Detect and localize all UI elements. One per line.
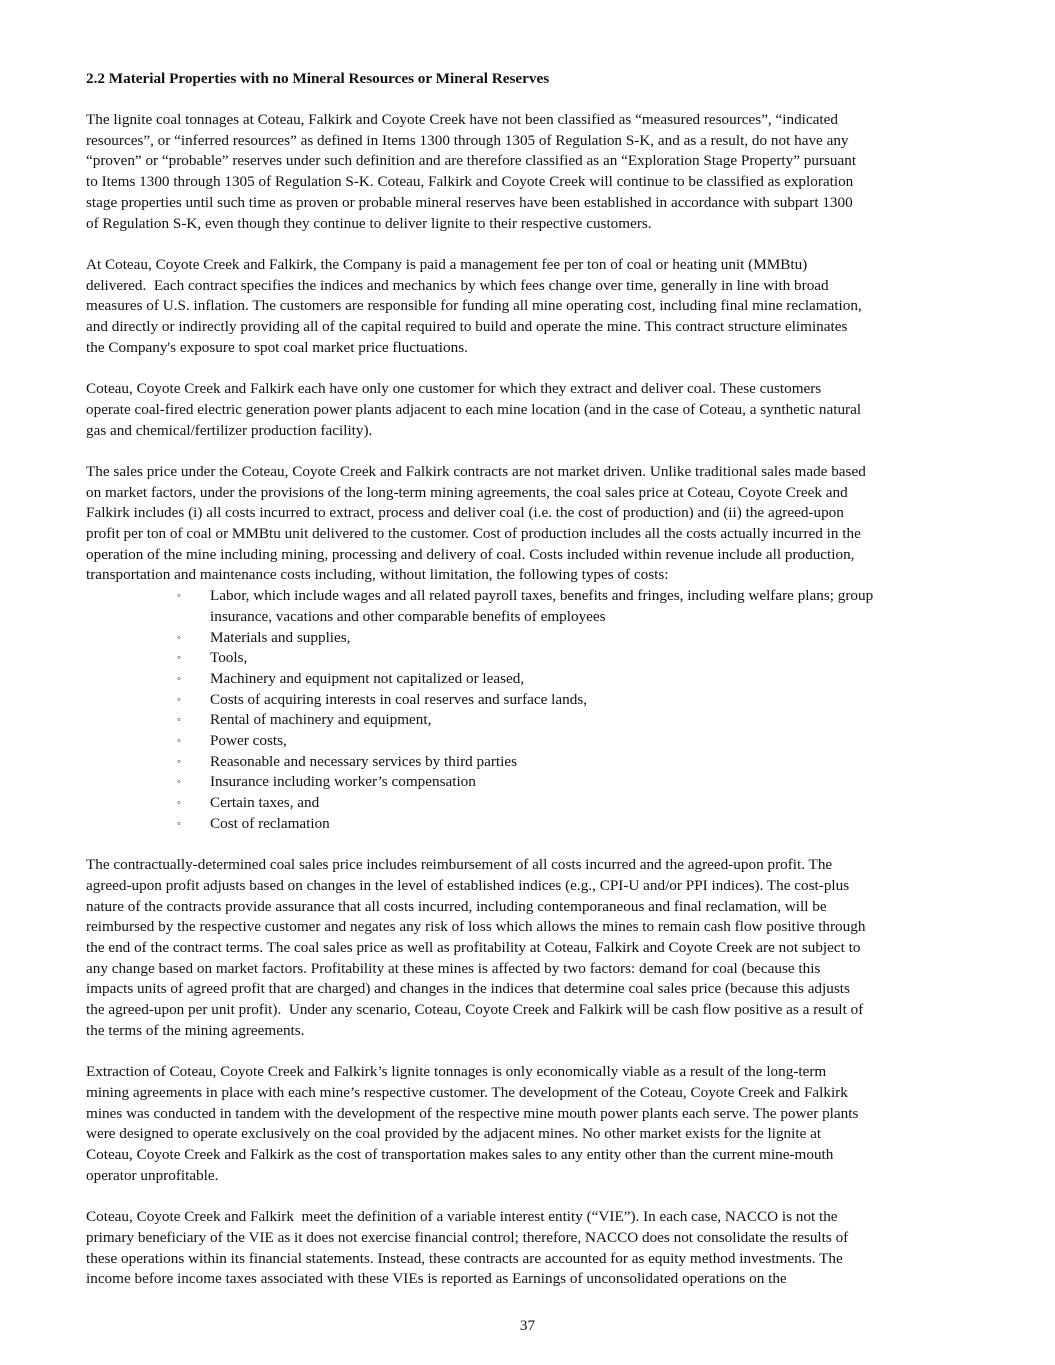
text-line: mining agreements in place with each mine’s respective customer. The development of the Coteau, Coyote Creek and Falkirk — [86, 1083, 848, 1101]
text-line: Rental of machinery and equipment, — [210, 711, 432, 729]
list-item-labor — [86, 586, 986, 627]
text-line: operator unprofitable. — [86, 1166, 219, 1184]
text-line: impacts units of agreed profit that are charged) and changes in the indices that determine coal sales price (because this adjusts — [86, 980, 850, 998]
list-item-reclamation — [86, 814, 986, 835]
text-line: profit per ton of coal or MMBtu unit delivered to the customer. Cost of production includes all the costs actually incurred in the — [86, 525, 861, 543]
text-line: Extraction of Coteau, Coyote Creek and Falkirk’s lignite tonnages is only economically viable as a result of the long-term — [86, 1063, 827, 1081]
text-line: The lignite coal tonnages at Coteau, Falkirk and Coyote Creek have not been classified as “measured resources”, “indicated — [86, 111, 838, 128]
text-line: gas and chemical/fertilizer production facility). — [86, 421, 373, 439]
text-line: on market factors, under the provisions of the long-term mining agreements, the coal sales price at Coteau, Coyote Creek and — [86, 483, 848, 501]
hollow-bullet-icon: ◦ — [177, 672, 181, 685]
list-item-acquiring-interests — [86, 690, 986, 711]
cost-types-list — [86, 586, 986, 834]
text-line: Tools, — [210, 649, 248, 667]
text-line: the Company's exposure to spot coal market price fluctuations. — [86, 338, 468, 356]
text-line: to Items 1300 through 1305 of Regulation S-K. Coteau, Falkirk and Coyote Creek will continue to be classified as exploration — [86, 173, 854, 191]
hollow-bullet-icon: ◦ — [177, 714, 181, 727]
text-line: insurance, vacations and other comparable benefits of employees — [210, 607, 606, 625]
hollow-bullet-icon: ◦ — [177, 652, 181, 665]
paragraph-sales-price — [86, 462, 986, 586]
list-item-insurance — [86, 772, 986, 793]
list-item-services — [86, 752, 986, 773]
text-line: stage properties until such time as proven or probable mineral reserves have been established in accordance with subpart 1300 — [86, 193, 853, 211]
list-item-tools — [86, 648, 986, 669]
text-line: Costs of acquiring interests in coal reserves and surface lands, — [210, 690, 588, 708]
list-item-materials — [86, 628, 986, 649]
text-line: primary beneficiary of the VIE as it does not exercise financial control; therefore, NACCO does not consolidate the results of — [86, 1228, 849, 1246]
hollow-bullet-icon: ◦ — [177, 776, 181, 789]
text-line: mines was conducted in tandem with the development of the respective mine mouth power plants each serve. The power plants — [86, 1104, 859, 1122]
hollow-bullet-icon: ◦ — [177, 797, 181, 810]
text-line: Materials and supplies, — [210, 628, 351, 646]
hollow-bullet-icon: ◦ — [177, 755, 181, 768]
text-line: The sales price under the Coteau, Coyote Creek and Falkirk contracts are not market driven. Unlike traditional sales made based — [86, 462, 866, 480]
text-line: the agreed-upon per unit profit). Under any scenario, Coteau, Coyote Creek and Falkirk will be cash flow positive as a result of — [86, 1001, 864, 1019]
text-line: transportation and maintenance costs including, without limitation, the following types of costs: — [86, 566, 669, 584]
list-item-power — [86, 731, 986, 752]
paragraph-extraction-viability — [86, 1062, 986, 1186]
section-heading: 2.2 Material Properties with no Mineral Resources or Mineral Reserves — [86, 70, 550, 87]
paragraph-classification — [86, 110, 986, 234]
hollow-bullet-icon: ◦ — [177, 735, 181, 748]
text-line: Certain taxes, and — [210, 794, 320, 812]
text-line: of Regulation S-K, even though they continue to deliver lignite to their respective customers. — [86, 214, 652, 232]
paragraph-contract-pricing — [86, 855, 986, 1041]
paragraph-vie — [86, 1207, 986, 1290]
text-line: Coteau, Coyote Creek and Falkirk as the cost of transportation makes sales to any entity other than the current mine-mouth — [86, 1146, 834, 1164]
hollow-bullet-icon: ◦ — [177, 693, 181, 706]
text-line: delivered. Each contract specifies the indices and mechanics by which fees change over time, generally in line with broad — [86, 276, 829, 294]
text-line: were designed to operate exclusively on the coal provided by the adjacent mines. No other market exists for the lignite at — [86, 1125, 822, 1143]
text-line: Power costs, — [210, 732, 287, 750]
text-line: “proven” or “probable” reserves under such definition and are therefore classified as an “Exploration Stage Property” pursuant — [86, 152, 857, 170]
text-line: Cost of reclamation — [210, 814, 330, 832]
list-item-machinery — [86, 669, 986, 690]
text-line: nature of the contracts provide assurance that all costs incurred, including contemporaneous and final reclamation, will be — [86, 897, 827, 915]
text-line: the terms of the mining agreements. — [86, 1021, 305, 1039]
list-item-rental — [86, 710, 986, 731]
paragraph-management-fee — [86, 255, 986, 359]
text-line: measures of U.S. inflation. The customers are responsible for funding all mine operating cost, including final mine reclamation, — [86, 297, 862, 315]
hollow-bullet-icon: ◦ — [177, 817, 181, 830]
text-line: and directly or indirectly providing all of the capital required to build and operate the mine. This contract structure eliminates — [86, 318, 848, 336]
text-line: At Coteau, Coyote Creek and Falkirk, the Company is paid a management fee per ton of coal or heating unit (MMBtu) — [86, 255, 808, 273]
paragraph-customers — [86, 379, 986, 441]
text-line: agreed-upon profit adjusts based on changes in the level of established indices (e.g., CPI-U and/or PPI indices). The cost-plus — [86, 876, 850, 894]
list-item-taxes — [86, 793, 986, 814]
text-line: Reasonable and necessary services by third parties — [210, 752, 518, 770]
hollow-bullet-icon: ◦ — [177, 631, 181, 644]
text-line: The contractually-determined coal sales price includes reimbursement of all costs incurred and the agreed-upon profit. The — [86, 856, 833, 874]
hollow-bullet-icon: ◦ — [177, 590, 181, 603]
document-page — [86, 69, 986, 1311]
text-line: any change based on market factors. Profitability at these mines is affected by two factors: demand for coal (because this — [86, 959, 821, 977]
text-line: resources”, or “inferred resources” as defined in Items 1300 through 1305 of Regulation S-K, and as a result, do not have any — [86, 131, 849, 149]
text-line: these operations within its financial statements. Instead, these contracts are accounted for as equity method investments. The — [86, 1249, 843, 1267]
text-line: the end of the contract terms. The coal sales price as well as profitability at Coteau, Falkirk and Coyote Creek are not subject to — [86, 939, 861, 957]
text-line: Coteau, Coyote Creek and Falkirk each have only one customer for which they extract and deliver coal. These customers — [86, 380, 822, 398]
text-line: Falkirk includes (i) all costs incurred to extract, process and deliver coal (i.e. the cost of production) and (ii) the agreed-upon — [86, 504, 844, 522]
text-line: Machinery and equipment not capitalized or leased, — [210, 669, 525, 687]
text-line: Labor, which include wages and all related payroll taxes, benefits and fringes, including welfare plans; group — [210, 587, 874, 605]
text-line: income before income taxes associated with these VIEs is reported as Earnings of unconsolidated operations on the — [86, 1270, 787, 1288]
text-line: Insurance including worker’s compensation — [210, 773, 476, 791]
text-line: Coteau, Coyote Creek and Falkirk meet the definition of a variable interest entity (“VIE”). In each case, NACCO is not the — [86, 1208, 838, 1226]
page-number: 37 — [519, 1317, 536, 1334]
text-line: reimbursed by the respective customer and negates any risk of loss which allows the mines to remain cash flow positive through — [86, 918, 866, 936]
text-line: operate coal-fired electric generation power plants adjacent to each mine location (and in the case of Coteau, a synthetic natural — [86, 400, 862, 418]
text-line: operation of the mine including mining, processing and delivery of coal. Costs included within revenue include all production, — [86, 545, 855, 563]
